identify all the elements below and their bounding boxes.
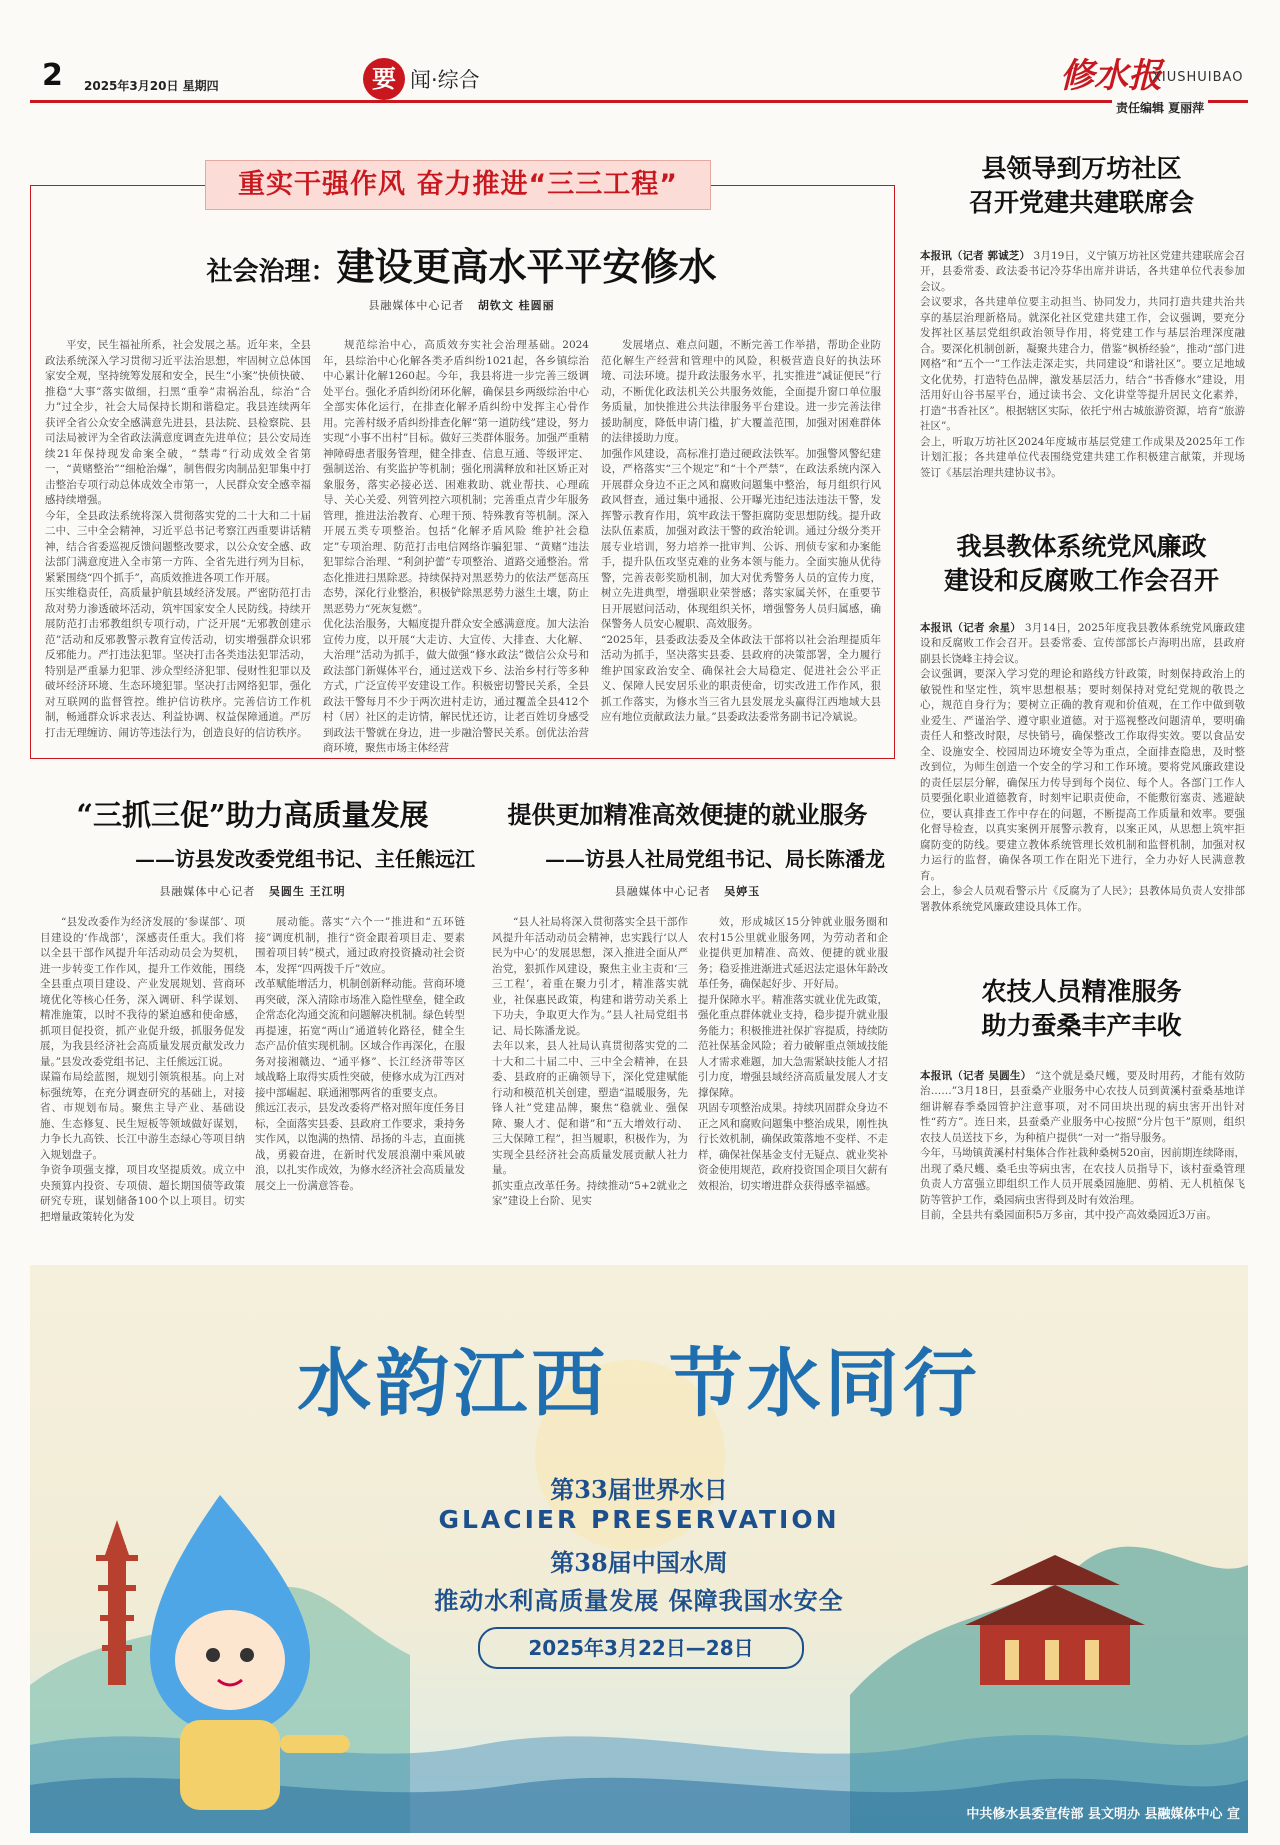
side3-headline-line2: 助力蚕桑丰产丰收 xyxy=(981,1011,1182,1040)
side1-reporter: （记者 郭诚芝） xyxy=(951,249,1031,262)
story2-byline-org: 县融媒体中心记者 xyxy=(159,885,256,898)
editor-credit: 责任编辑 夏丽萍 xyxy=(1112,99,1208,116)
masthead-logo-pinyin: XIUSHUIBAO xyxy=(1152,70,1244,85)
ad-line-water-week: 第38届中国水周 xyxy=(550,1548,728,1577)
side2-reporter: （记者 余星） xyxy=(952,621,1022,634)
side2-body xyxy=(920,605,1245,950)
story2-byline-names: 吴圆生 王江明 xyxy=(268,885,346,898)
issue-date: 2025年3月20日 星期四 xyxy=(84,79,219,93)
story3-subtitle: ——访县人社局党组书记、局长陈潘龙 xyxy=(545,847,885,871)
side3-headline xyxy=(915,975,1248,1043)
side3-lead-tag: 本报讯 xyxy=(920,1069,953,1082)
story2-subtitle: ——访县发改委党组书记、主任熊远江 xyxy=(135,847,475,871)
side1-lead-tag: 本报讯 xyxy=(920,249,952,262)
lead-byline-names: 胡钦文 桂圆丽 xyxy=(477,299,555,312)
lead-headline-prefix: 社会治理： xyxy=(206,257,337,287)
story3-byline xyxy=(485,883,890,899)
side1-headline-line2: 召开党建共建联席会 xyxy=(968,188,1194,217)
lead-byline xyxy=(30,297,893,313)
story3-byline-names: 吴婷玉 xyxy=(724,885,761,898)
story3-column-2: 效，形成城区15分钟就业服务圈和农村15公里就业服务网，为劳动者和企业提供更加精准、高效、便捷的就业服务；稳妥推进渐进式延迟法定退休年龄改革任务，确保起好步、开好局。 提升保障水平。精准落实就业优先政策，强化重点群体就业支持，稳步提升就业服务能力；积极推进社保扩容提质，持续防范社保基金风险；着力破解重点领域技能人才需求难题，加大急需紧缺技能人才招引力度，增强县域经济高质量发展人才支撑保障。 巩固专项整治成果。持续巩固群众身边不正之风和腐败问题集中整治成果，刚性执行长效机制，确保政策落地不变样、不走样，确保社保基金支付无疑点、就业奖补资金使用规范，政府投资国企项目欠薪有效根治，切实增进群众获得感幸福感。 xyxy=(698,916,888,1192)
story3-column-1: “县人社局将深入贯彻落实全县干部作风提升年活动动员会精神，忠实践行‘以人民为中心’的发展思想，深入推进全面从严治党，狠抓作风建设，聚焦主业主责和‘三三工程’，着重在聚力引才，精准落实就业，社保惠民政策，构建和谐劳动关系上下功夫，争取更大作为。”县人社局党组书记、局长陈潘龙说。 去年以来，县人社局认真贯彻落实党的二十大和二十届二中、三中全会精神，在县委、县政府的正确领导下，深化党建赋能行动和模范机关创建，塑造“温暖服务，先锋人社”党建品牌，聚焦“稳就业、强保障、聚人才、促和谐”和“五大增效行动、三大保障工程”，担当履职，积极作为，为实现全县经济社会高质量发展贡献人社力量。 抓实重点改革任务。持续推动“5+2就业之家”建设上台阶、见实 xyxy=(492,916,688,1207)
masthead-logo: 修水报 xyxy=(1060,56,1162,96)
ad-line-world-water-day: 第33届世界水日 xyxy=(550,1475,728,1504)
side1-headline xyxy=(915,152,1248,220)
side2-headline xyxy=(915,530,1248,598)
side3-reporter: （记者 吴圆生） xyxy=(952,1069,1032,1082)
lead-headline-main: 建设更高水平平安修水 xyxy=(336,244,717,289)
ad-dates: 2025年3月22日—28日 xyxy=(478,1627,804,1669)
side3-body xyxy=(920,1053,1245,1253)
story2-column-2: 展动能。落实“六个一”推进和“五环链接”调度机制，推行“资金跟着项目走、要素围着项目转”模式，通过政府投资撬动社会资本，发挥“四两拨千斤”效应。 改革赋能增活力，机制创新释动能。营商环境再突破，深入清除市场准入隐性壁垒，健全政企常态化沟通交流和问题解决机制。绿色转型再提速，拓宽“两山”通道转化路径，健全生态产品价值实现机制。区域合作再深化，在服务对接湘赣边、“通平修”、长江经济带等区域战略上取得实质性突破，使修水成为江西对接中部崛起、联通湘鄂两省的重要支点。 熊远江表示，县发改委将严格对照年度任务目标，全面落实县委、县政府工作要求，秉持务实作风，以饱满的热情、昂扬的斗志，直面挑战，勇毅奋进，在新时代发展浪潮中乘风破浪，以扎实作成效，为修水经济社会高质量发展交上一份满意答卷。 xyxy=(255,916,465,1192)
lead-byline-org: 县融媒体中心记者 xyxy=(368,299,465,312)
masthead-rule xyxy=(30,100,1248,103)
ad-headline-part2: 节水同行 xyxy=(668,1341,981,1427)
section-badge: 要 xyxy=(363,58,405,100)
lead-column-2: 规范综治中心，高质效夯实社会治理基础。2024年，县综治中心化解各类矛盾纠纷1021起，各乡镇综治中心累计化解1260起。今年，我县将进一步完善三级调处平台。强化矛盾纠纷闭环化解，确保县乡两级综治中心全部实体化运行，在排查化解矛盾纠纷中发挥主心骨作用。完善村级矛盾纠纷排查化解“第一道防线”建设，努力实现“小事不出村”目标。做好三类群体服务。加强严重精神障碍患者服务管理，健全排查、信息互通、等级评定、强制送治、有奖监护等机制；强化刑满释放和社区矫正对象服务，落实必接必送、困难救助、就业帮扶、心理疏导、关心关爱、列管列控六项机制；完善重点青少年服务管理，推进法治教育、心理干预、特殊教育等机制。深入开展五类专项整治。包括“化解矛盾风险 维护社会稳定”专项治理、防范打击电信网络诈骗犯罪、“黄赌”违法犯罪综合治理、“利剑护蕾”专项整治、道路交通整治。常态化推进扫黑除恶。持续保持对黑恶势力的依法严惩高压态势，深化行业整治，积极铲除黑恶势力滋生土壤，防止黑恶势力“死灰复燃”。 优化法治服务，大幅度提升群众安全感满意度。加大法治宣传力度，以开展“大走访、大宣传、大排查、大化解、大治理”活动为抓手，做大做强“修水政法”微信公众号和政法部门新媒体平台，通过送戏下乡、法治乡村行等多种方式，广泛宣传平安建设工作。积极密切警民关系，全县政法干警每月不少于两次进村走访，通过覆盖全县412个村（居）社区的走访情，解民忧还访，让老百姓切身感受到政法干警就在身边，进一步融洽警民关系。创优法治营商环境，聚焦市场主体经营 xyxy=(323,339,589,754)
side2-text: 3月14日，2025年度我县教体系统党风廉政建设和反腐败工作会召开。县委常委、宣传部部长卢海明出席，县政府副县长饶峰主持会议。 会议强调，要深入学习党的理论和路线方针政策，时刻保持政治上的敏锐性和坚定性，筑牢思想根基；要时刻保持对党纪党规的敬畏之心，规范自身行为；要树立正确的教育观和价值观，在工作中做到敬业爱生、严谨治学、遵守职业道德。对于巡视整改问题清单，要明确责任人和整改时限，尽快销号，确保整改工作取得实效。要以食品安全、设施安全、校园周边环境安全等为重点，全面排查隐患，及时整改到位，为师生创造一个安全的学习和工作环境。要将党风廉政建设的责任层层分解，确保压力传导到每个岗位、每个人。各部门工作人员要强化职业道德教育，时刻牢记职责使命，不能敷衍塞责、逃避缺位，要认真排查工作中存在的问题，不断提高工作质量和效率。要强化督导检查，以真实案例开展警示教育，以案正风，从思想上筑牢拒腐防变的防线。要建立教体系统管理长效机制和监督机制，加强对权力运行的监督，确保各项工作在阳光下进行，全力办好人民满意教育。 会上，参会人员观看警示片《反腐为了人民》；县教体局负责人安排部署教体系统党风廉政建设具体工作。 xyxy=(920,621,1245,913)
ad-line-theme: GLACIER PRESERVATION xyxy=(438,1505,840,1534)
side1-headline-line1: 县领导到万坊社区 xyxy=(981,154,1182,183)
story3-headline: 提供更加精准高效便捷的就业服务 xyxy=(507,800,868,829)
story2-byline xyxy=(30,883,475,899)
side1-body xyxy=(920,233,1246,479)
side2-headline-line1: 我县教体系统党风廉政 xyxy=(956,532,1207,561)
story2-headline: “三抓三促”助力高质量发展 xyxy=(76,798,429,832)
ad-headline-part1: 水韵江西 xyxy=(297,1341,610,1427)
story3-byline-org: 县融媒体中心记者 xyxy=(614,885,711,898)
side2-lead-tag: 本报讯 xyxy=(920,621,953,634)
side1-text: 3月19日，义宁镇万坊社区党建共建联席会召开，县委常委、政法委书记冷芬华出席并讲话，各共建单位代表参加会议。 会议要求，各共建单位要主动担当、协同发力，共同打造共建共治共享的基层治理新格局。就深化社区党建共建工作，会议强调，要充分发挥社区基层党组织政治领导作用，将党建工作与基层治理深度融合。要深化机制创新，凝聚共建合力，借鉴“枫桥经验”，推动“部门进网格”和“五个一”工作法走深走实，共同建设“和谐社区”。要立足地域文化优势，打造特色品牌，激发基层活力，结合“书香修水”建设，用活用好山谷书屋平台，通过读书会、文化讲堂等提升居民文化素养，打造“书香社区”。根据辖区实际，依托宁州古城旅游资源，培育“旅游社区”。 会上，听取万坊社区2024年度城市基层党建工作成果及2025年工作计划汇报；各共建单位代表围绕党建共建工作积极建言献策，并现场签订《基层治理共建协议书》。 xyxy=(920,249,1246,479)
side3-text: “这个就是桑尺蠖，要及时用药，才能有效防治……”3月18日，县蚕桑产业服务中心农技人员到黄溪村蚕桑基地详细讲解春季桑园管护注意事项，对不同田块出现的病虫害开出针对性“药方”。连日来，县蚕桑产业服务中心按照“分片包干”原则，组织农技人员送技下乡，为种植户提供“一对一”指导服务。 今年，马坳镇黄溪村村集体合作社栽种桑树520亩，因前期连续降雨，出现了桑尺蠖、桑毛虫等病虫害，在农技人员指导下，该村蚕桑管理负责人方富强立即组织工作人员开展桑园施肥、剪梢、无人机植保飞防等管护工作，桑园病虫害得到及时有效治理。 目前，全县共有桑园面积5万多亩，其中投产高效桑园近3万亩。 xyxy=(920,1069,1246,1221)
page-number: 2 xyxy=(42,58,63,93)
water-week-ad xyxy=(30,1265,1248,1833)
lead-column-1: 平安，民生福祉所系，社会发展之基。近年来，全县政法系统深入学习贯彻习近平法治思想，牢固树立总体国家安全观，坚持统筹发展和安全，民生“小案”快侦快破、推稳“大事”落实做细，扫黑“重拳”肃祸治乱，综治“合力”过全步，社会大局保持长期和谐稳定。我县连续两年获评全省公众安全感满意先进县，县法院、县检察院、县司法局被评为全省政法满意度调查先进单位；县公安局连续21年保持现发命案全破，“禁毒”行动成效全省第一，“黄赌整治”“细枪治爆”，制售假劣肉制品犯罪集中打击整治专项行动总体成效全市第一，人民群众安全感幸福感持续增强。 今年，全县政法系统将深入贯彻落实党的二十大和二十届二中、三中全会精神，习近平总书记考察江西重要讲话精神，结合省委巡视反馈问题整改要求，以公众安全感、政法部门满意度进入全市第一方阵、全省先进行列为目标，紧紧围绕“四个抓手”，高质效推进各项工作开展。 压实维稳责任，高质量护航县域经济发展。严密防范打击敌对势力渗透破坏活动，筑牢国家安全人民防线。持续开展防范打击邪教组织专项行动，广泛开展“无邪教创建示范”活动和反邪教警示教育宣传活动，切实增强群众识邪反邪能力。严打违法犯罪。坚决打击各类违法犯罪活动，特别是严重暴力犯罪、涉众型经济犯罪、侵财性犯罪以及破坏经济环境、生态环境犯罪。坚决打击网络犯罪，强化对互联网的监督管控。维护信访秩序。完善信访工作机制，畅通群众诉求表达、利益协调、权益保障通道。严厉打击无理缠访、闹访等违法行为，创造良好的信访秩序。 xyxy=(45,339,311,739)
ad-line-slogan: 推动水利高质量发展 保障我国水安全 xyxy=(434,1587,844,1615)
lead-column-3: 发展堵点、难点问题，不断完善工作举措，帮助企业防范化解生产经营和管理中的风险，积极营造良好的执法环境、司法环境。提升政法服务水平，扎实推进“减证便民”行动，不断优化政法机关公共服务效能，全面提升窗口单位服务质量，加快推进公共法律服务平台建设。进一步完善法律援助制度，降低申请门槛，扩大覆盖范围，加强对困难群体的法律援助力度。 加强作风建设，高标准打造过硬政法铁军。加强警风警纪建设，严格落实“三个规定”和“十个严禁”，在政法系统内深入开展群众身边不正之风和腐败问题集中整治，每月组织行风政风督查，通过集中通报、公开曝光违纪违法违法干警，发挥警示教育作用，筑牢政法干警拒腐防变思想防线。提升政法队伍素质，加强对政法干警的政治轮训。通过分级分类开展专业培训，努力培养一批审判、公诉、刑侦专家和办案能手，提升队伍攻坚克难的业务本领与能力。全面实施从优待警，完善表彰奖励机制，加大对优秀警务人员的宣传力度，树立先进典型，增强职业荣誉感；落实家属关怀，在重要节日开展慰问活动，体现组织关怀，增强警务人员归属感，确保警务人员安心履职、高效服务。 “2025年，县委政法委及全体政法干部将以社会治理提质年活动为抓手，坚决落实县委、县政府的决策部署，全力履行维护国家政治安全、确保社会大局稳定、促进社会公平正义、保障人民安居乐业的职责使命，切实改进工作作风，狠抓工作落实，为修水当三省九县发展龙头赢得江西地域大县应有地位贡献政法力量。”县委政法委常务副书记冷斌说。 xyxy=(601,339,881,723)
ad-headline xyxy=(30,1325,1248,1431)
side2-headline-line2: 建设和反腐败工作会召开 xyxy=(943,566,1219,595)
series-banner: 重实干强作风 奋力推进“三三工程” xyxy=(205,160,711,210)
story2-column-1: “县发改委作为经济发展的‘参谋部’、项目建设的‘作战部’，深感责任重大。我们将以全县干部作风提升年活动动员会为契机，进一步转变工作作风，提升工作效能，围绕全县重点项目建设、产业发展规划、营商环境优化等核心任务，深入调研、科学谋划、精准施策，以时不我待的紧迫感和使命感，抓项目促投资，抓产业促升级，抓服务促发展，为我县经济社会高质量发展贡献发改力量。”县发改委党组书记、主任熊远江说。 谋篇布局绘蓝图，规划引领筑根基。向上对标强统筹，在充分调查研究的基础上，对接省、市规划布局。聚焦主导产业、基础设施、生态修复、民生短板等领域做好谋划，力争长九高铁、长江中游生态绿心等项目纳入规划盘子。 争资争项强支撑，项目攻坚提质效。成立中央预算内投资、专项债、超长期国债等政策研究专班，谋划储备100个以上项目。切实把增量政策转化为发 xyxy=(40,916,245,1223)
side3-headline-line1: 农技人员精准服务 xyxy=(981,977,1182,1006)
section-name: 闻·综合 xyxy=(410,68,480,92)
ad-footer: 中共修水县委宣传部 县文明办 县融媒体中心 宣 xyxy=(966,1807,1240,1822)
lead-headline xyxy=(30,236,893,291)
